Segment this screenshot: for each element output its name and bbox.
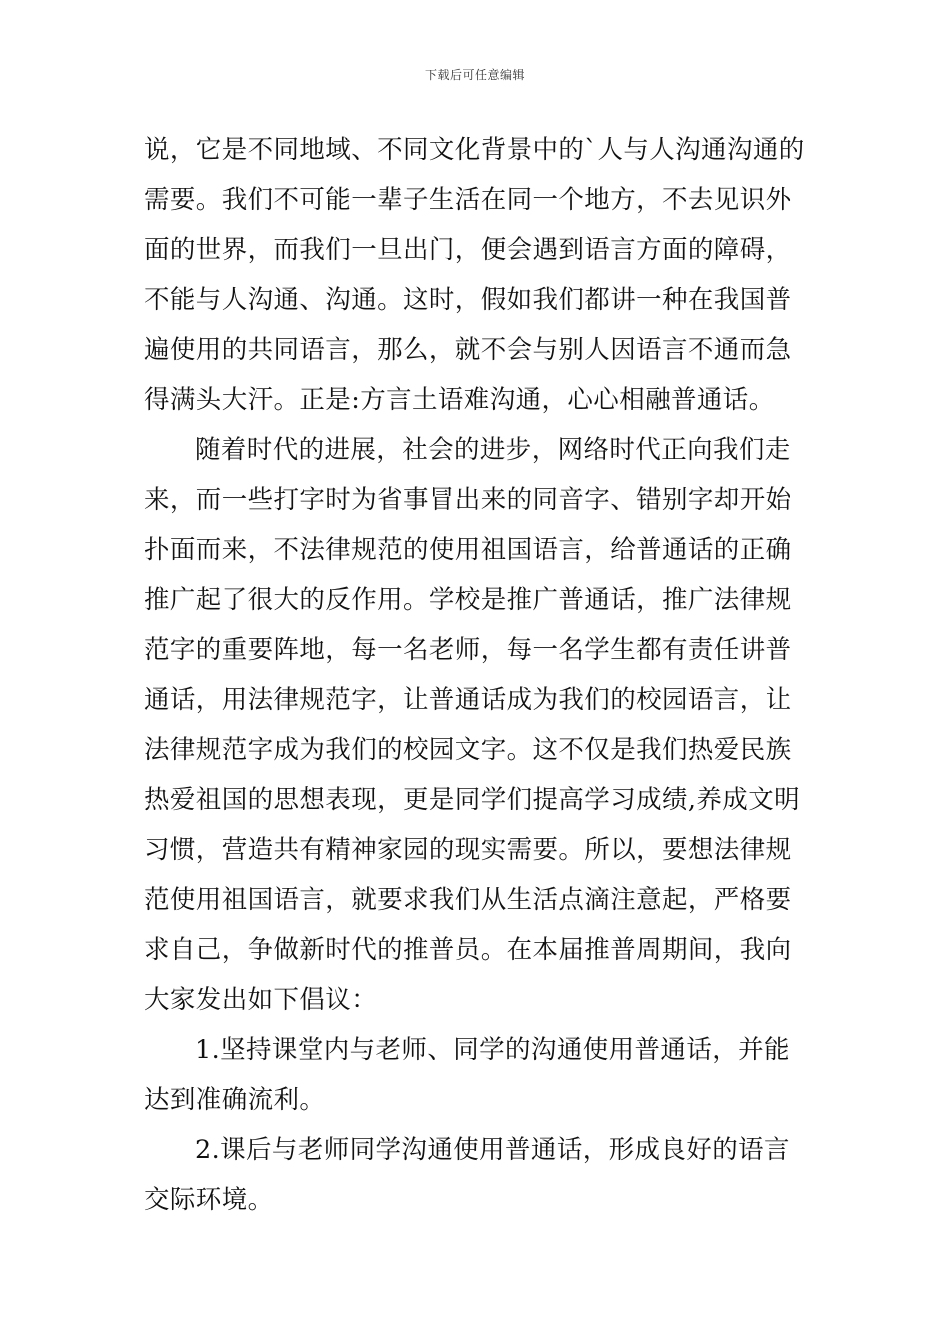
text-line: 大家发出如下倡议： — [144, 985, 378, 1015]
paragraph-start-line: 随着时代的进展，社会的进步，网络时代正向我们走 — [195, 435, 791, 465]
text-line: 得满头大汗。正是:方言土语难沟通，心心相融普通话。 — [144, 385, 775, 415]
text-line: 通话，用法律规范字，让普通话成为我们的校园语言，让 — [144, 685, 792, 715]
list-item-1-line: 1.坚持课堂内与老师、同学的沟通使用普通话，并能 — [195, 1035, 790, 1065]
list-item-2-line: 2.课后与老师同学沟通使用普通话，形成良好的语言 — [195, 1135, 790, 1165]
text-line: 推广起了很大的反作用。学校是推广普通话，推广法律规 — [144, 585, 792, 615]
text-line: 遍使用的共同语言，那么，就不会与别人因语言不通而急 — [144, 335, 792, 365]
text-line: 法律规范字成为我们的校园文字。这不仅是我们热爱民族 — [144, 735, 792, 765]
text-line: 来，而一些打字时为省事冒出来的同音字、错别字却开始 — [144, 485, 792, 515]
text-line: 面的世界，而我们一旦出门，便会遇到语言方面的障碍， — [144, 235, 792, 265]
page-header: 下载后可任意编辑 — [424, 68, 525, 82]
document-body — [144, 130, 814, 1230]
text-line: 达到准确流利。 — [144, 1085, 326, 1115]
text-line: 求自己，争做新时代的推普员。在本届推普周期间，我向 — [144, 935, 792, 965]
text-line: 不能与人沟通、沟通。这时，假如我们都讲一种在我国普 — [144, 285, 792, 315]
text-line: 范字的重要阵地，每一名老师，每一名学生都有责任讲普 — [144, 635, 792, 665]
text-line: 习惯，营造共有精神家园的现实需要。所以，要想法律规 — [144, 835, 792, 865]
text-line: 热爱祖国的思想表现，更是同学们提高学习成绩,养成文明 — [144, 785, 801, 815]
text-line: 范使用祖国语言，就要求我们从生活点滴注意起，严格要 — [144, 885, 792, 915]
text-line: 需要。我们不可能一辈子生活在同一个地方，不去见识外 — [144, 185, 792, 215]
text-line: 交际环境。 — [144, 1185, 274, 1215]
text-line: 说，它是不同地域、不同文化背景中的`人与人沟通沟通的 — [144, 135, 805, 165]
text-line: 扑面而来，不法律规范的使用祖国语言，给普通话的正确 — [144, 535, 792, 565]
